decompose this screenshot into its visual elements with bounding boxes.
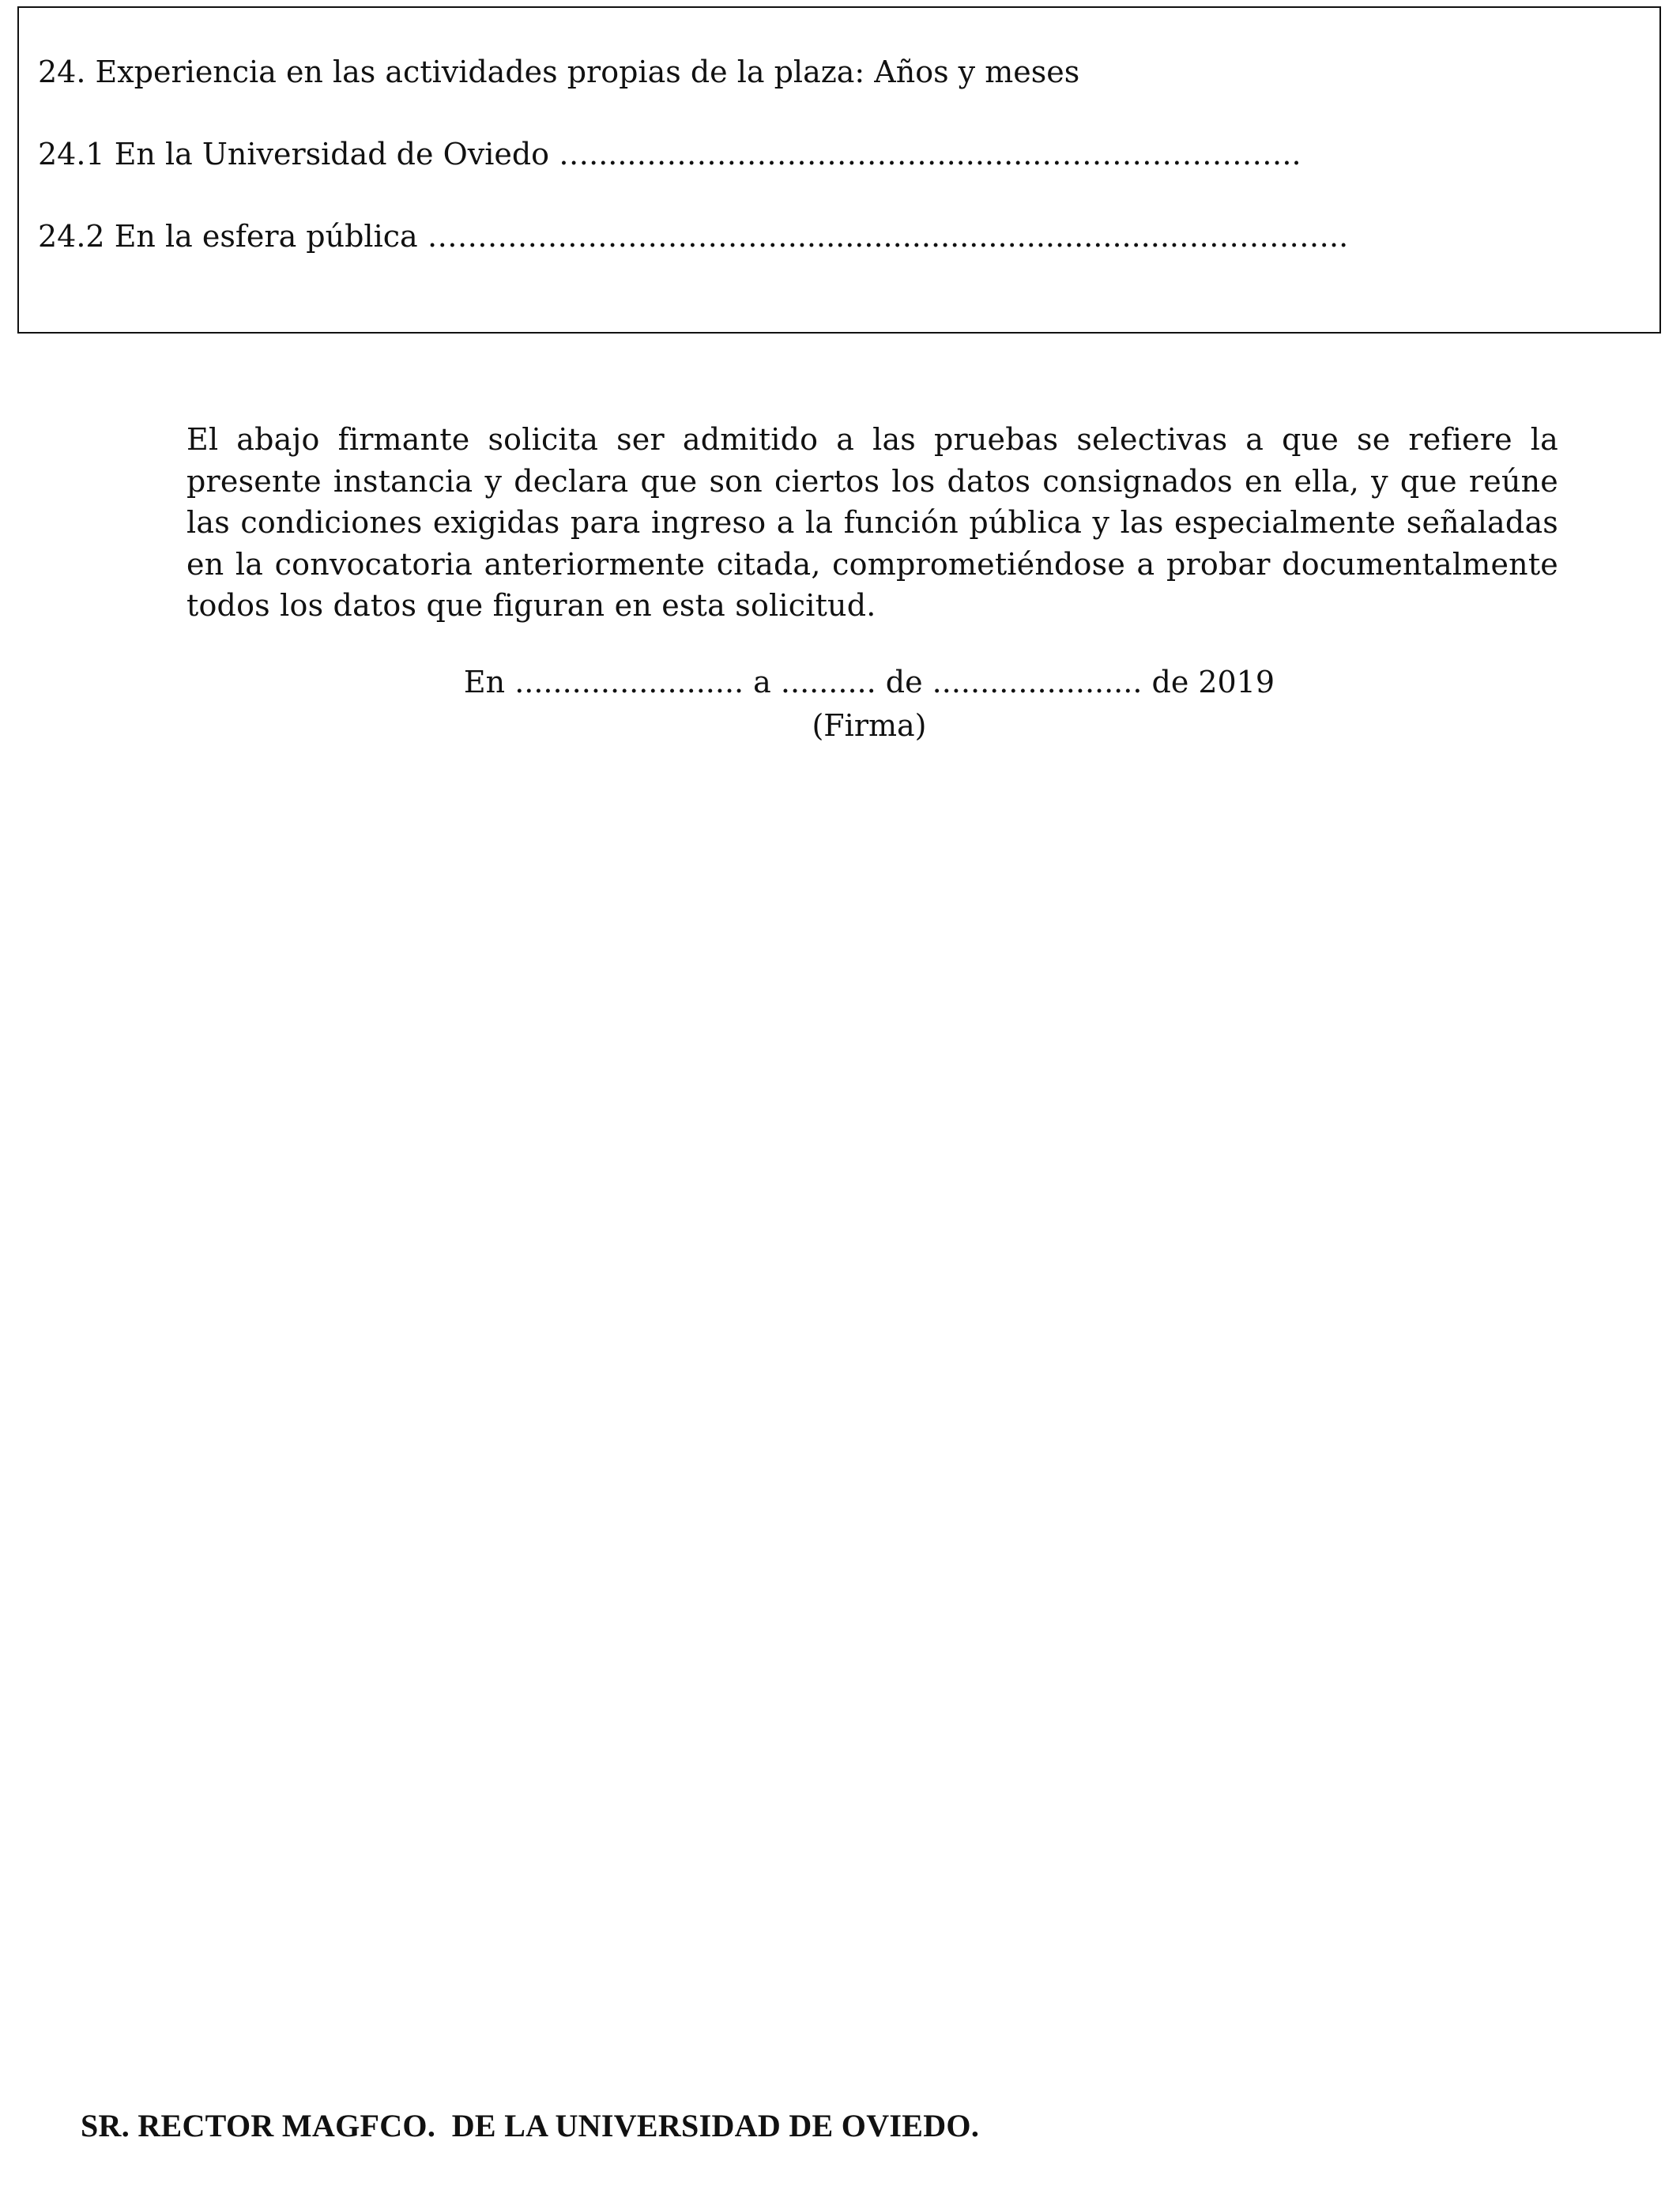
declaration-paragraph: El abajo firmante solicita ser admitido a las pruebas selectivas a que se refiere la presente instancia y declara que son ciertos los datos consignados en ella, y que reúne las condiciones exigidas para ingreso a la función pública y las especialmente señaladas en la convocatoria anteriormente citada, comprometiéndose a probar documentalmente todos los datos que figuran en esta solicitud. xyxy=(186,422,1558,623)
experience-section-box xyxy=(17,6,1661,334)
public-sector-experience-field: 24.2 En la esfera pública ……………………………….........................................…………….. xyxy=(38,219,1349,254)
university-experience-field: 24.1 En la Universidad de Oviedo ….....…………………………...........…………………….. xyxy=(38,137,1301,172)
addressee-line: SR. RECTOR MAGFCO. DE LA UNIVERSIDAD DE OVIEDO. xyxy=(81,2108,980,2143)
place-date-line: En ........................ a .......... de ...................... de 2019 xyxy=(463,665,1275,699)
signature-label: (Firma) xyxy=(812,708,927,743)
experience-heading: 24. Experiencia en las actividades propias de la plaza: Años y meses xyxy=(38,55,1080,89)
